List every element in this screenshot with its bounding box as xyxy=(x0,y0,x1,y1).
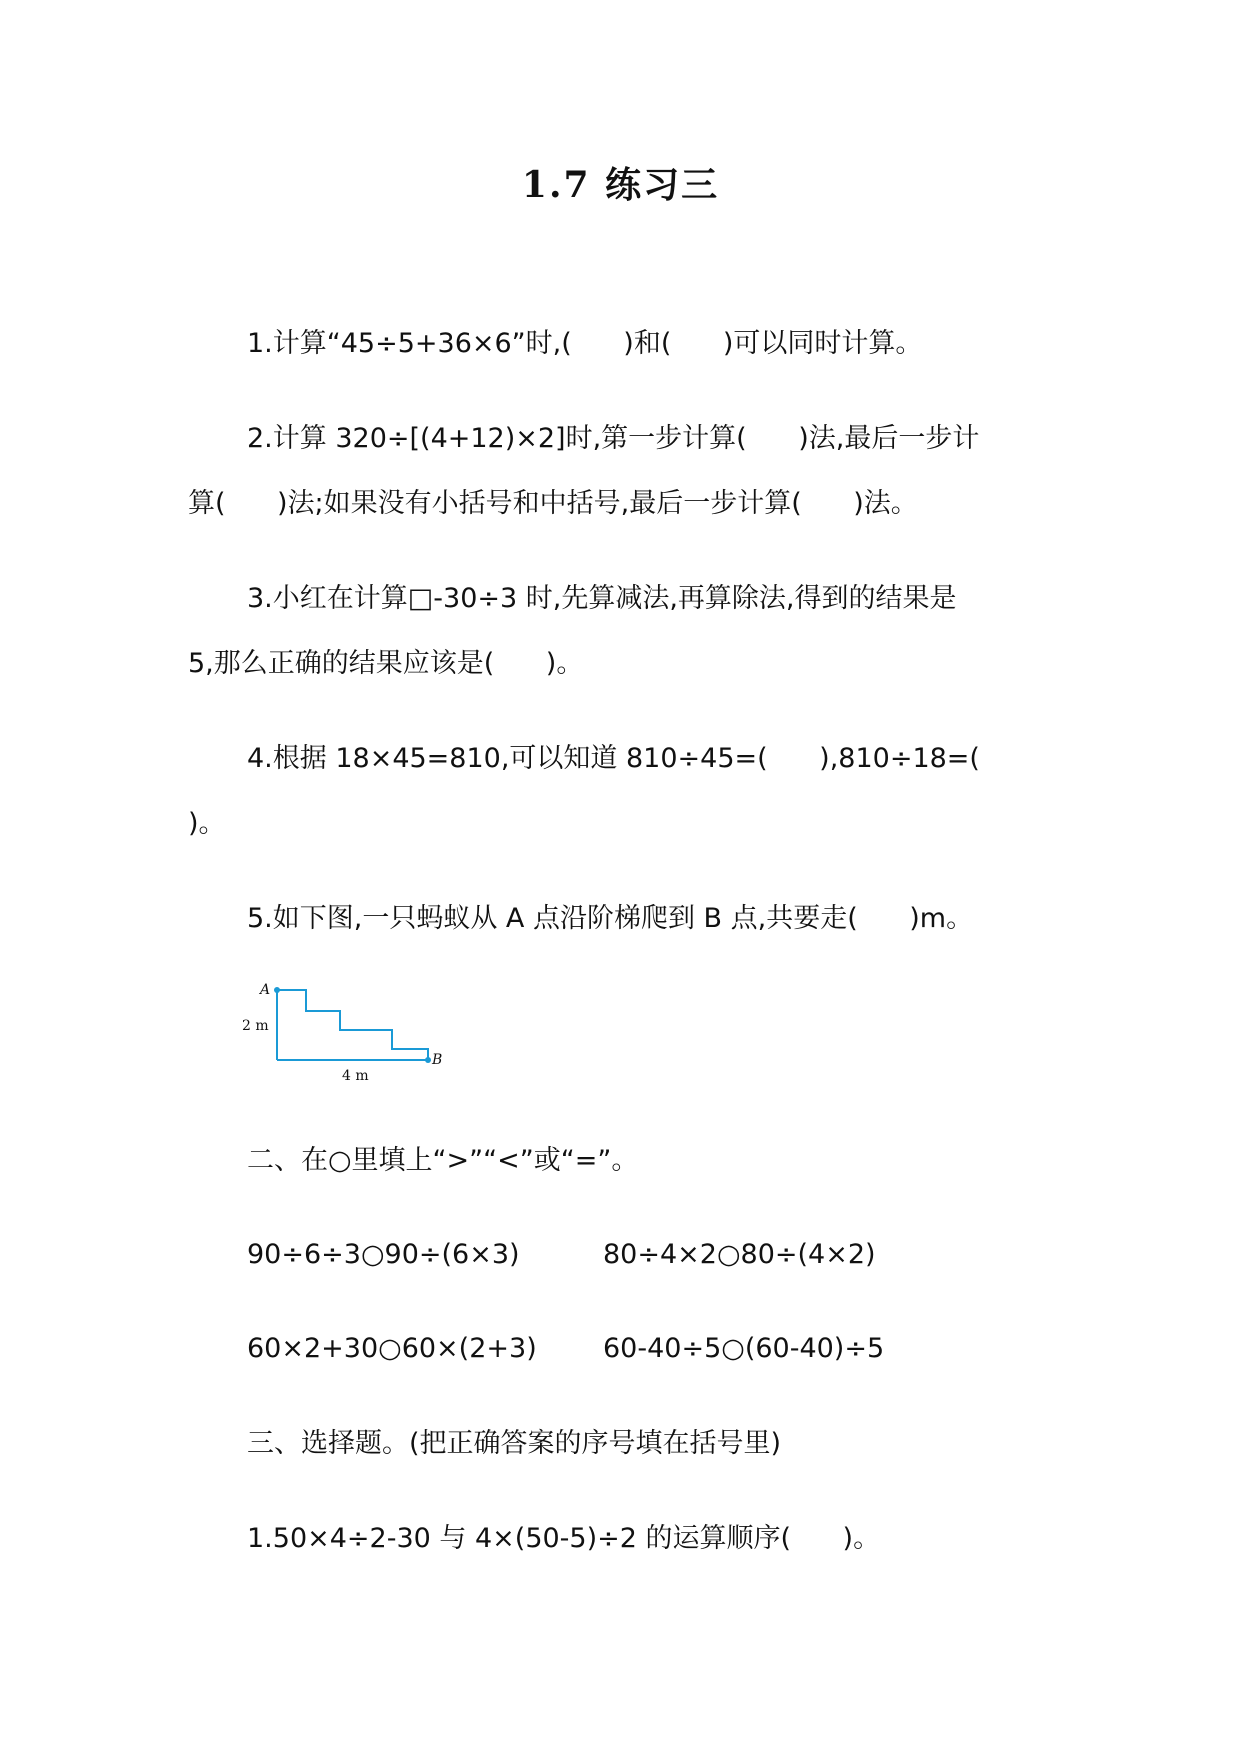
point-a-label: A xyxy=(260,982,271,998)
compare-row2-right: 60-40÷5○(60-40)÷5 xyxy=(603,1333,885,1364)
question-1-3-line1: 3.小红在计算□-30÷3 时,先算减法,再算除法,得到的结果是 xyxy=(247,583,957,614)
compare-row2-left: 60×2+30○60×(2+3) xyxy=(247,1333,537,1364)
question-1-3-line2: 5,那么正确的结果应该是( )。 xyxy=(188,648,584,679)
question-1-1: 1.计算“45÷5+36×6”时,( )和( )可以同时计算。 xyxy=(247,328,923,359)
compare-row1-right: 80÷4×2○80÷(4×2) xyxy=(603,1239,876,1270)
point-b-dot xyxy=(425,1057,431,1063)
section-2-heading: 二、在○里填上“>”“<”或“=”。 xyxy=(247,1145,639,1176)
question-1-5: 5.如下图,一只蚂蚁从 A 点沿阶梯爬到 B 点,共要走( )m。 xyxy=(247,903,974,934)
compare-row1-left: 90÷6÷3○90÷(6×3) xyxy=(247,1239,520,1270)
question-1-4-line1: 4.根据 18×45=810,可以知道 810÷45=( ),810÷18=( xyxy=(247,743,980,774)
point-a-dot xyxy=(274,987,280,993)
staircase-path xyxy=(277,990,428,1060)
question-1-2-line2: 算( )法;如果没有小括号和中括号,最后一步计算( )法。 xyxy=(188,488,918,519)
page-title: 1.7 练习三 xyxy=(521,164,720,206)
question-3-1: 1.50×4÷2-30 与 4×(50-5)÷2 的运算顺序( )。 xyxy=(247,1523,881,1554)
point-b-label: B xyxy=(432,1052,443,1068)
width-label: 4 m xyxy=(342,1068,369,1084)
question-1-2-line1: 2.计算 320÷[(4+12)×2]时,第一步计算( )法,最后一步计 xyxy=(247,423,980,454)
staircase-figure xyxy=(240,978,460,1088)
question-1-4-line2: )。 xyxy=(188,808,226,839)
height-label: 2 m xyxy=(242,1018,269,1034)
section-3-heading: 三、选择题。(把正确答案的序号填在括号里) xyxy=(247,1428,782,1459)
